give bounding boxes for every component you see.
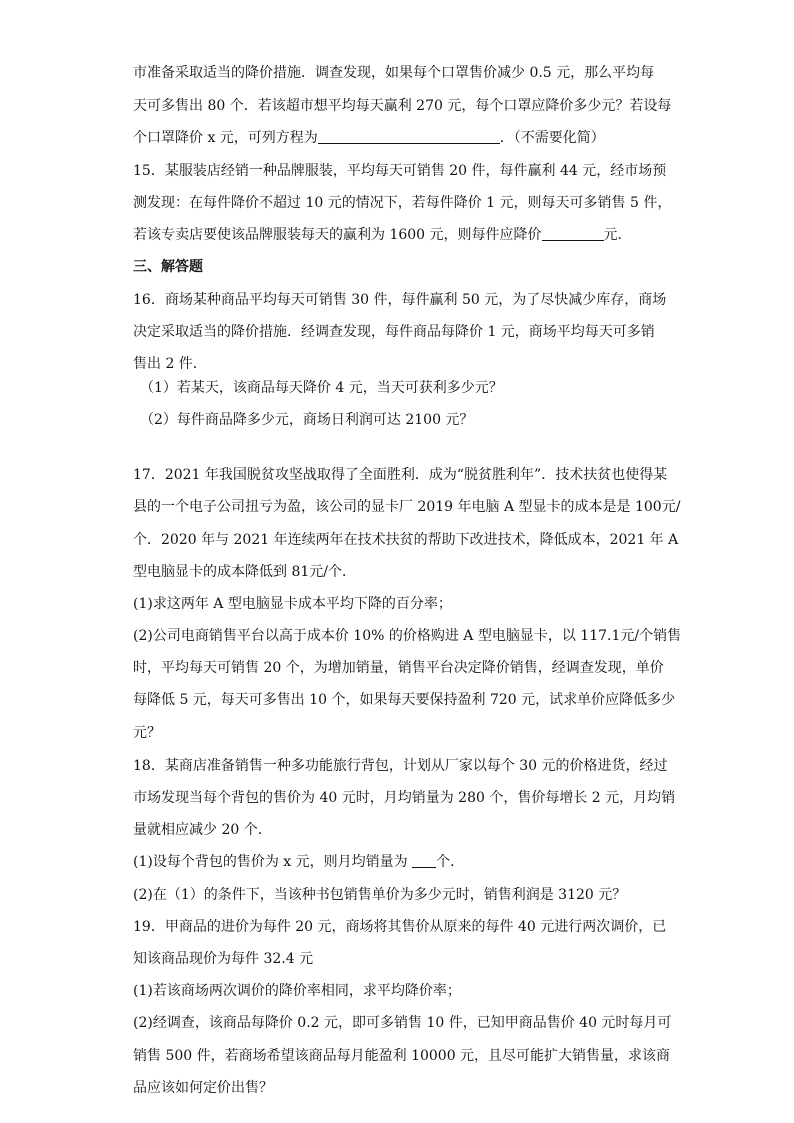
text-fragment: 若该专卖店要使该品牌服装每天的赢利为 1600 元，则每件应降价 xyxy=(133,227,542,243)
text-line: 每降低 5 元，每天可多售出 10 个，如果每天要保持盈利 720 元，试求单价应降低多少 xyxy=(133,692,676,708)
text-line: 量就相应减少 20 个． xyxy=(133,822,272,838)
text-line: 销售 500 件，若商场希望该商品每月能盈利 10000 元，且尽可能扩大销售量，求该商 xyxy=(133,1048,671,1064)
question-19: 19．甲商品的进价为每件 20 元，商场将其售价从原来的每件 40 元进行两次调价，已 xyxy=(133,919,667,935)
text-line: 知该商品现价为每件 32.4 元 xyxy=(133,951,314,967)
sub-question: （2）每件商品降多少元，商场日利润可达 2100 元？ xyxy=(140,412,474,428)
text-line: 天可多售出 80 个．若该超市想平均每天赢利 270 元，每个口罩应降价多少元？若设每 xyxy=(133,98,672,114)
answer-blank xyxy=(542,226,604,241)
text-line: 型电脑显卡的成本降低到 81元/个． xyxy=(133,564,356,580)
text-line: 县的一个电子公司扭亏为盈，该公司的显卡厂 2019 年电脑 A 型显卡的成本是是 100元/ xyxy=(133,499,681,515)
sub-question: (2)经调查，该商品每降价 0.2 元，即可多销售 10 件，已知甲商品售价 40 元时每月可 xyxy=(133,1015,672,1031)
sub-question: (2)在（1）的条件下，当该种书包销售单价为多少元时，销售利润是 3120 元？ xyxy=(133,887,627,903)
text-line: 市准备采取适当的降价措施．调查发现，如果每个口罩售价减少 0.5 元，那么平均每 xyxy=(133,65,655,81)
text-fragment: ．（不需要化简） xyxy=(499,130,605,146)
question-15: 15．某服装店经销一种品牌服装，平均每天可销售 20 件，每件赢利 44 元，经市场预 xyxy=(133,163,667,179)
text-line: 售出 2 件． xyxy=(133,356,207,372)
sub-question xyxy=(133,852,464,872)
question-18: 18．某商店准备销售一种多功能旅行背包，计划从厂家以每个 30 元的价格进货，经过 xyxy=(133,758,668,774)
question-16: 16．商场某种商品平均每天可销售 30 件，每件赢利 50 元，为了尽快减少库存，商场 xyxy=(133,292,667,308)
text-line: 测发现：在每件降价不超过 10 元的情况下，若每件降价 1 元，则每天可多销售 5 件， xyxy=(133,195,672,211)
sub-question: (1)求这两年 A 型电脑显卡成本平均下降的百分率； xyxy=(133,596,452,612)
question-17: 17．2021 年我国脱贫攻坚战取得了全面胜利．成为“脱贫胜利年”．技术扶贫也使得某 xyxy=(133,467,668,483)
answer-blank xyxy=(412,853,436,868)
text-line: 时，平均每天可销售 20 个，为增加销量，销售平台决定降价销售，经调查发现，单价 xyxy=(133,660,664,676)
sub-question: (2)公司电商销售平台以高于成本价 10% 的价格购进 A 型电脑显卡，以 117.1元/个销售 xyxy=(133,628,682,644)
sub-question: （1）若某天，该商品每天降价 4 元，当天可获利多少元？ xyxy=(140,380,503,396)
sub-question: (1)若该商场两次调价的降价率相同，求平均降价率； xyxy=(133,983,461,999)
text-fragment: 个口罩降价 x 元，可列方程为 xyxy=(133,130,318,146)
text-line: 元？ xyxy=(133,725,161,741)
section-heading: 三、解答题 xyxy=(133,259,203,275)
text-line: 市场发现当每个背包的售价为 40 元时，月均销量为 280 个，售价每增长 2 元，月均销 xyxy=(133,790,676,806)
text-fragment: (1)设每个背包的售价为 x 元，则月均销量为 xyxy=(133,854,408,870)
text-line: 个．2020 年与 2021 年连续两年在技术扶贫的帮助下改进技术，降低成本，2021 年 A xyxy=(133,532,679,548)
text-line xyxy=(133,128,605,148)
text-line: 品应该如何定价出售？ xyxy=(133,1080,273,1096)
text-fragment: 个． xyxy=(436,854,465,870)
text-fragment: 元． xyxy=(603,227,632,243)
text-line: 决定采取适当的降价措施．经调查发现，每件商品每降价 1 元，商场平均每天可多销 xyxy=(133,324,655,340)
answer-blank xyxy=(318,129,500,144)
text-line xyxy=(133,225,632,245)
